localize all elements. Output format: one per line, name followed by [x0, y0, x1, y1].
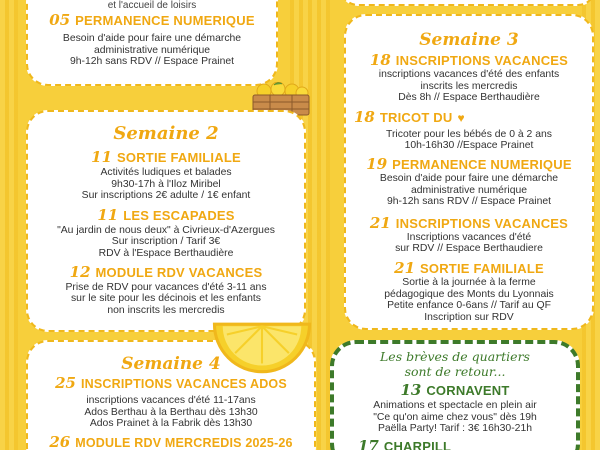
- event-header: [334, 437, 576, 450]
- event-header: [346, 214, 592, 232]
- event-description: Besoin d'aide pour faire une démarche administrative numérique 9h-12h sans RDV // Espace Prainet: [62, 33, 242, 68]
- event-header: [346, 108, 592, 126]
- event-title: SORTIE FAMILIALE: [117, 150, 241, 165]
- event-title: MODULE RDV MERCREDIS 2025-26: [75, 435, 293, 450]
- event-day: 11: [97, 205, 119, 224]
- event-header: [28, 206, 304, 224]
- event-title: INSCRIPTIONS VACANCES: [395, 53, 569, 68]
- week-3-card: [344, 14, 594, 330]
- event-title: SORTIE FAMILIALE: [420, 260, 544, 276]
- news-title: Les brèves de quartiers sont de retour...: [380, 349, 530, 379]
- event-day: 12: [69, 262, 91, 281]
- event-header: [346, 259, 592, 277]
- event-header: [28, 11, 276, 29]
- event-title: PERMANENCE NUMERIQUE: [392, 156, 572, 172]
- event-description: Animations et spectacle en plein air "Ce qu'on aime chez vous" dès 19h Paëlla Party! Tarif : 3€ 16h30-21h: [373, 400, 537, 435]
- event-title: TRICOT DU: [379, 109, 453, 125]
- background-stripe-left: [0, 0, 18, 450]
- event-header: [346, 51, 592, 69]
- event-day: 05: [49, 11, 71, 29]
- event-day: 25: [55, 374, 76, 392]
- event-header: [28, 148, 304, 166]
- lemon-slice-icon: [210, 318, 314, 380]
- event-title: CORNAVENT: [426, 383, 510, 398]
- week-2-title: Semaine 2: [113, 123, 219, 144]
- week-3-title: Semaine 3: [419, 30, 519, 50]
- heart-icon: ♥: [457, 110, 465, 125]
- event-title: PERMANENCE NUMERIQUE: [75, 13, 255, 28]
- event-header: [334, 381, 576, 399]
- event-day: 19: [366, 154, 388, 173]
- event-day: 13: [400, 381, 422, 399]
- event-description: "Au jardin de nous deux" à Civrieux-d'Azergues Sur inscription / Tarif 3€ RDV à l'Espace Berthaudière: [57, 224, 275, 259]
- event-day: 18: [369, 51, 391, 69]
- event-description: Sortie à la journée à la ferme pédagogique des Monts du Lyonnais Petite enfance 0-6ans // Tarif au QF Inscription sur RDV: [384, 276, 554, 323]
- week-4-title: Semaine 4: [121, 354, 221, 374]
- event-day: 21: [369, 213, 391, 232]
- event-description: Besoin d'aide pour faire une démarche administrative numérique 9h-12h sans RDV // Espace Prainet: [379, 172, 559, 208]
- top-event-card: [26, 0, 278, 86]
- event-description: Tricoter pour les bébés de 0 à 2 ans 10h-16h30 //Espace Prainet: [386, 128, 552, 152]
- event-description: inscriptions vacances d'été des enfants inscrits les mercredis Dès 8h // Espace Berthaudière: [378, 69, 560, 104]
- event-title: MODULE RDV VACANCES: [95, 264, 263, 280]
- event-header: [346, 155, 592, 173]
- event-title: CHARPILL: [383, 438, 452, 450]
- event-day: 18: [354, 107, 375, 126]
- event-description: inscriptions vacances d'été 11-17ans Ados Berthau à la Berthau dès 13h30 Ados Prainet à la Fabrik dès 13h30: [84, 395, 258, 430]
- event-description: Prise de RDV pour vacances d'été 3-11 ans sur le site pour les décinois et les enfants non inscrits les mercredis: [65, 281, 267, 316]
- news-card: [330, 340, 580, 450]
- event-day: 21: [394, 258, 416, 277]
- event-description: Inscriptions vacances d'été sur RDV // Espace Berthaudiere: [395, 231, 543, 255]
- event-title: INSCRIPTIONS VACANCES: [395, 215, 569, 231]
- event-day: 26: [49, 432, 71, 450]
- event-header: [28, 263, 304, 281]
- event-day: 17: [358, 436, 379, 450]
- event-description: Activités ludiques et balades 9h30-17h à l'Iloz Miribel Sur inscriptions 2€ adulte / 1€ enfant: [81, 167, 251, 202]
- event-title: LES ESCAPADES: [123, 207, 235, 223]
- event-day: 11: [91, 148, 113, 166]
- top-right-card-edge: [340, 0, 596, 6]
- week-2-card: [26, 110, 306, 332]
- event-header: [28, 433, 314, 450]
- clipped-text: et l'accueil de loisirs: [107, 0, 197, 11]
- event-title: INSCRIPTIONS VACANCES ADOS: [80, 377, 287, 391]
